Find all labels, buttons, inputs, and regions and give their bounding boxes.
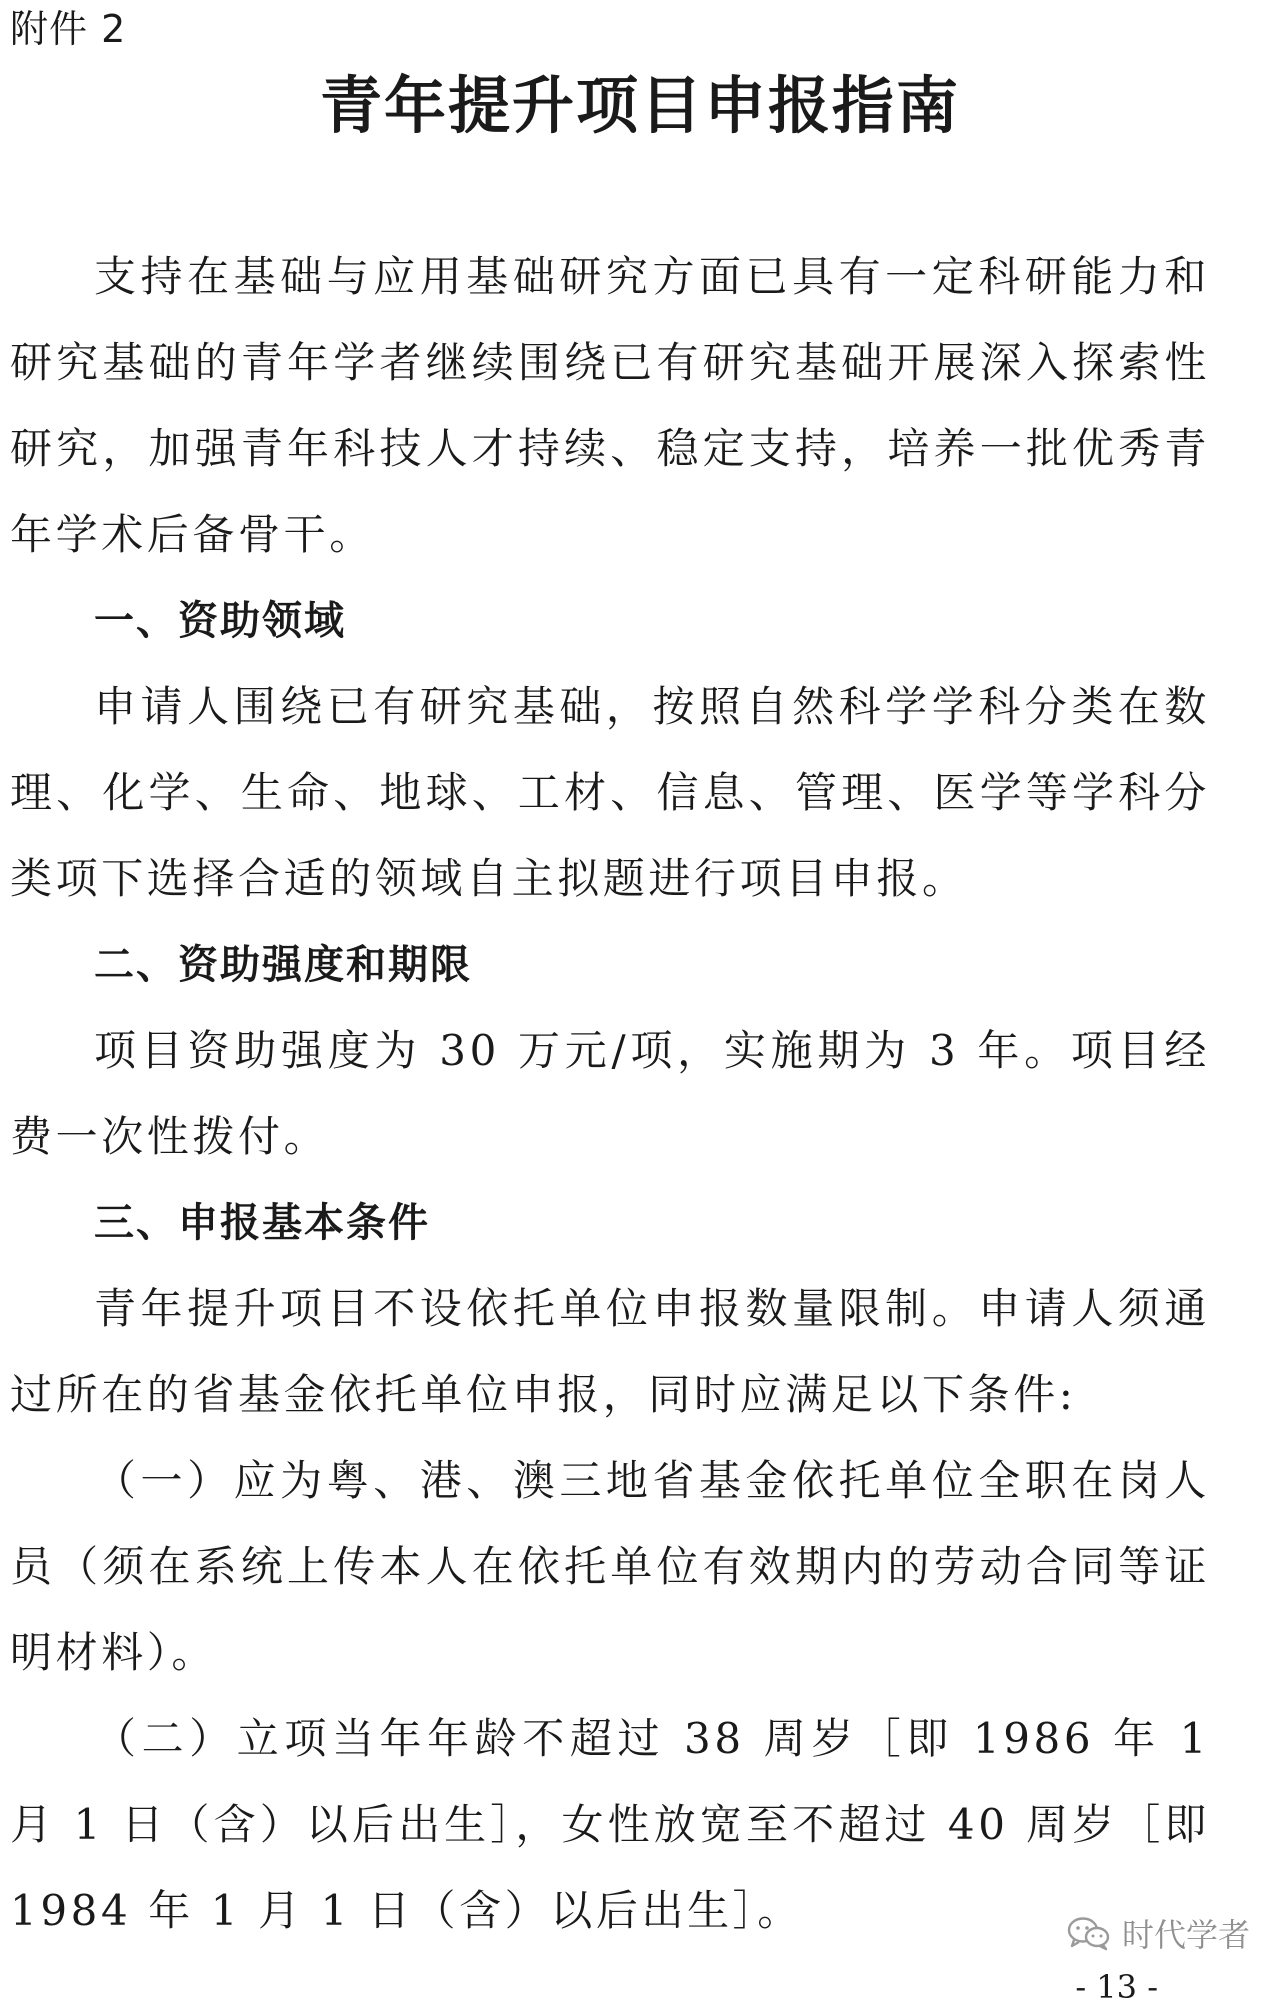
section-paragraph: 青年提升项目不设依托单位申报数量限制。申请人须通过所在的省基金依托单位申报，同时应满足以下条件: — [10, 1284, 1210, 1419]
section-funding-amount — [10, 922, 1210, 1180]
section-heading: 二、资助强度和期限 — [94, 942, 472, 988]
watermark — [1066, 1910, 1250, 1956]
condition-item: （二）立项当年年龄不超过 38 周岁［即 1986 年 1 月 1 日（含）以后出生］，女性放宽至不超过 40 周岁［即 1984 年 1 月 1 日（含）以后出生］。 — [10, 1714, 1210, 1935]
document-body — [10, 234, 1210, 1954]
section-paragraph: 项目资助强度为 30 万元/项，实施期为 3 年。项目经费一次性拨付。 — [10, 1026, 1210, 1161]
watermark-text: 时代学者 — [1121, 1916, 1250, 1954]
intro-paragraph: 支持在基础与应用基础研究方面已具有一定科研能力和研究基础的青年学者继续围绕已有研究基础开展深入探索性研究，加强青年科技人才持续、稳定支持，培养一批优秀青年学术后备骨干。 — [10, 252, 1210, 559]
condition-item: （一）应为粤、港、澳三地省基金依托单位全职在岗人员（须在系统上传本人在依托单位有效期内的劳动合同等证明材料）。 — [10, 1456, 1210, 1677]
document-title: 青年提升项目申报指南 — [319, 69, 960, 142]
section-funding-area — [10, 578, 1210, 922]
section-heading: 三、申报基本条件 — [94, 1200, 430, 1246]
attachment-label: 附件 2 — [10, 7, 127, 51]
section-paragraph: 申请人围绕已有研究基础，按照自然科学学科分类在数理、化学、生命、地球、工材、信息、管理、医学等学科分类项下选择合适的领域自主拟题进行项目申报。 — [10, 682, 1210, 903]
section-heading: 一、资助领域 — [94, 598, 346, 644]
section-eligibility — [10, 1180, 1210, 1954]
wechat-icon — [1066, 1915, 1112, 1951]
page-number: - 13 - — [1075, 1968, 1158, 2006]
